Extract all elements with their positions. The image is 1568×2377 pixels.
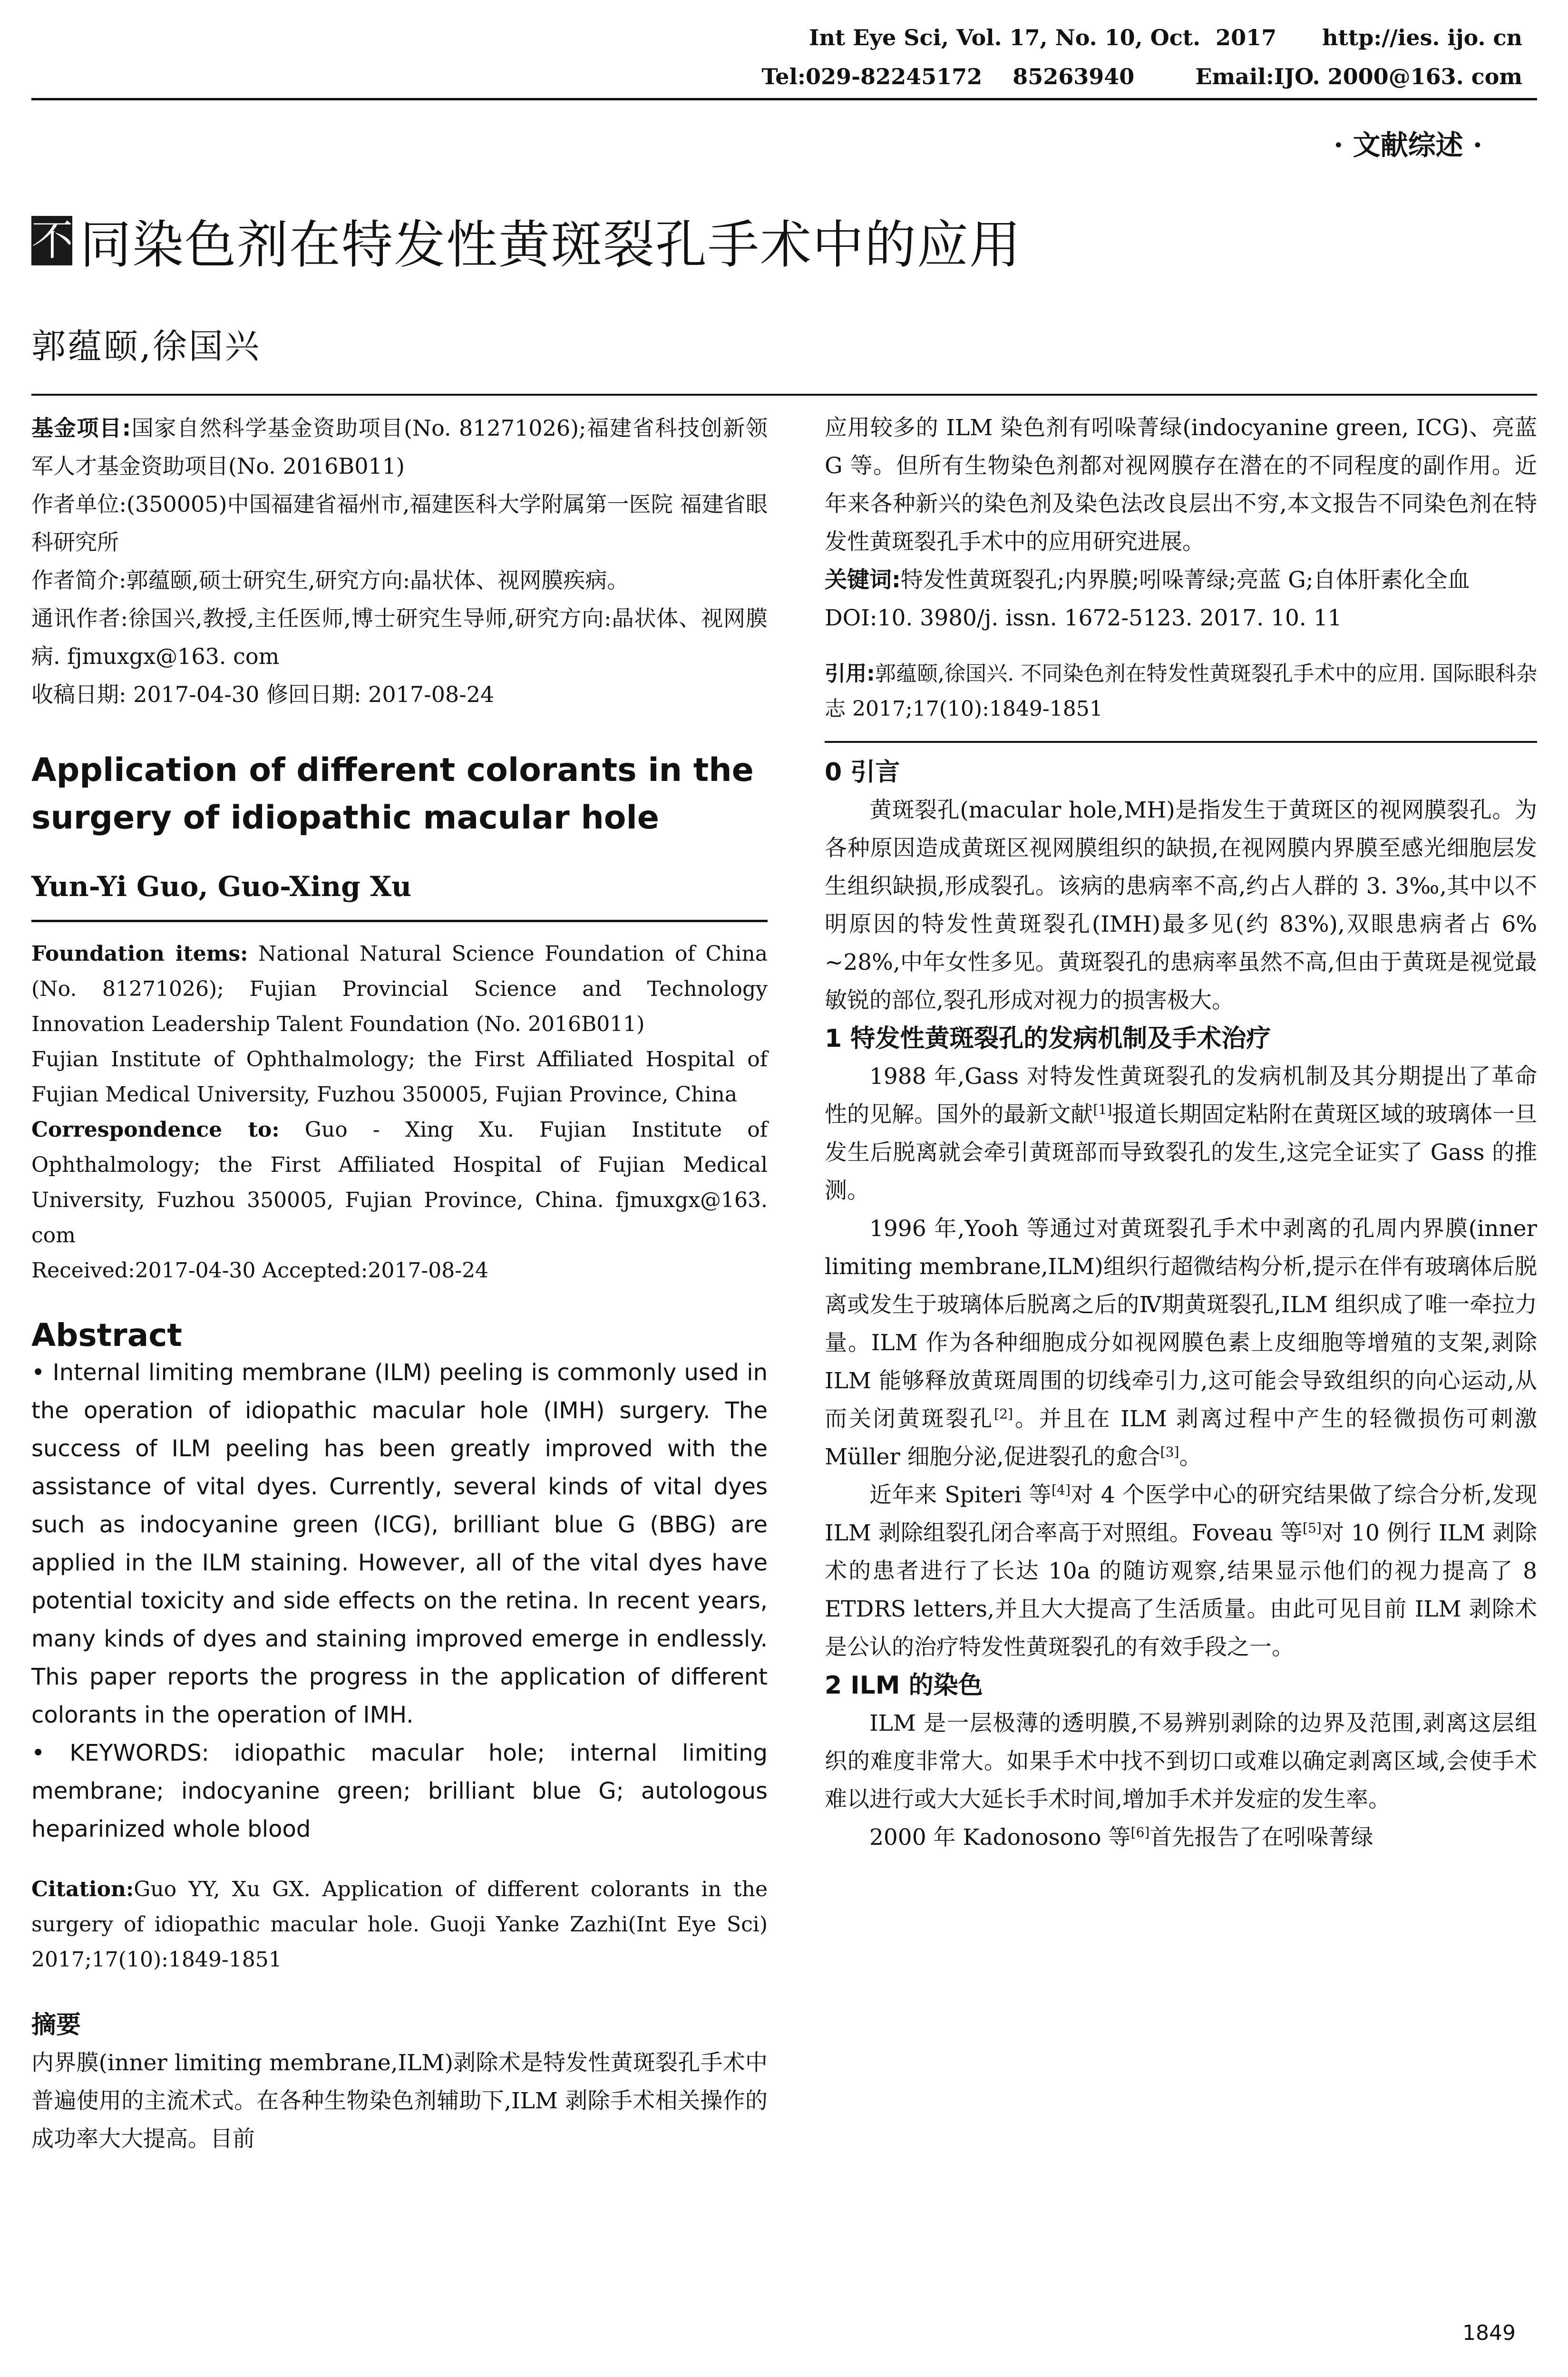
keywords-en: • KEYWORDS: idiopathic macular hole; internal limiting membrane; indocyanine green; brilliant blue G; autologous heparinized whole blood <box>31 1740 768 1842</box>
citation-rule <box>825 741 1537 743</box>
section-2-paragraph-2: 2000 年 Kadonosono 等[6]首先报告了在吲哚菁绿 <box>869 1824 1373 1851</box>
header-rule <box>31 98 1537 100</box>
section-0-heading: 0 引言 <box>825 758 900 787</box>
english-title: Application of different colorants in the surgery of idiopathic macular hole <box>31 751 754 837</box>
foundation-cn: 基金项目:国家自然科学基金资助项目(No. 81271026);福建省科技创新领军人才基金资助项目(No. 2016B011) <box>31 415 768 479</box>
institute-en: Fujian Institute of Ophthalmology; the First Affiliated Hospital of Fujian Medical University, Fuzhou 350005, Fujian Province, China <box>31 1047 768 1107</box>
ref-3[interactable]: [3] <box>1160 1444 1179 1460</box>
citation-cn: 引用:郭蕴颐,徐国兴. 不同染色剂在特发性黄斑裂孔手术中的应用. 国际眼科杂志 2017;17(10):1849-1851 <box>825 662 1537 721</box>
abstract-cn-continued: 应用较多的 ILM 染色剂有吲哚菁绿(indocyanine green, ICG)、亮蓝 G 等。但所有生物染色剂都对视网膜存在潜在的不同程度的副作用。近年来各种新兴的染色剂及染色法改良层出不穷,本文报告不同染色剂在特发性黄斑裂孔手术中的应用研究进展。 <box>825 415 1537 555</box>
title-rule <box>31 394 1537 396</box>
section-2-paragraph-1: ILM 是一层极薄的透明膜,不易辨别剥除的边界及范围,剥离这层组织的难度非常大。如果手术中找不到切口或难以确定剥离区域,会使手术难以进行或大大延长手术时间,增加手术并发症的发生率。 <box>825 1710 1537 1812</box>
ref-1[interactable]: [1] <box>1093 1101 1112 1118</box>
keywords-cn: 关键词:特发性黄斑裂孔;内界膜;吲哚菁绿;亮蓝 G;自体肝素化全血 <box>825 567 1470 593</box>
journal-contact-line2: Tel:029-82245172 85263940 Email:IJO. 2000@163. com <box>761 64 1522 89</box>
foundation-en: Foundation items: National Natural Science Foundation of China (No. 81271026); Fujian Provincial Science and Technology Innovation Leadership Talent Foundation (No. 2016B011) <box>31 942 768 1036</box>
ref-6[interactable]: [6] <box>1130 1824 1150 1841</box>
section-tag: · 文献综述 · <box>1334 129 1482 161</box>
english-authors: Yun-Yi Guo, Guo-Xing Xu <box>31 870 412 903</box>
authors-cn: 郭蕴颐,徐国兴 <box>31 326 261 366</box>
correspondence-cn: 通讯作者:徐国兴,教授,主任医师,博士研究生导师,研究方向:晶状体、视网膜病. fjmuxgx@163. com <box>31 605 768 669</box>
right-column <box>825 409 1537 1857</box>
dates-cn: 收稿日期: 2017-04-30 修回日期: 2017-08-24 <box>31 682 495 707</box>
ref-4[interactable]: [4] <box>1052 1482 1071 1498</box>
section-1-heading: 1 特发性黄斑裂孔的发病机制及手术治疗 <box>825 1024 1271 1053</box>
author-intro-cn: 作者简介:郭蕴颐,硕士研究生,研究方向:晶状体、视网膜疾病。 <box>31 567 629 593</box>
section-2-heading: 2 ILM 的染色 <box>825 1671 983 1700</box>
abstract-body: • Internal limiting membrane (ILM) peeling is commonly used in the operation of idiopathic macular hole (IMH) surgery. The success of ILM peeling has been greatly improved with the assistance of vital dyes. Currently, several kinds of vital dyes such as indocyanine green (ICG), brilliant blue G (BBG) are applied in the ILM staining. However, all of the vital dyes have potential toxicity and side effects on the retina. In recent years, many kinds of dyes and staining improved emerge in endlessly. This paper reports the progress in the application of different colorants in the operation of IMH. <box>31 1359 768 1728</box>
title-text: 同染色剂在特发性黄斑裂孔手术中的应用 <box>80 215 1022 275</box>
left-column <box>31 409 768 2158</box>
zhaiyao-heading: 摘要 <box>31 2011 81 2039</box>
doi: DOI:10. 3980/j. issn. 1672-5123. 2017. 10. 11 <box>825 605 1342 631</box>
section-1-paragraph-3: 近年来 Spiteri 等[4]对 4 个医学中心的研究结果做了综合分析,发现 ILM 剥除组裂孔闭合率高于对照组。Foveau 等[5]对 10 例行 ILM 剥除术的患者进行了长达 10a 的随访观察,结果显示他们的视力提高了 8 ETDRS letters,并且大大提高了生活质量。由此可见目前 ILM 剥除术是公认的治疗特发性黄斑裂孔的有效手段之一。 <box>825 1482 1538 1660</box>
unit-cn: 作者单位:(350005)中国福建省福州市,福建医科大学附属第一医院 福建省眼科研究所 <box>31 491 768 555</box>
journal-info-line1: Int Eye Sci, Vol. 17, No. 10, Oct. 2017 http://ies. ijo. cn <box>808 25 1522 50</box>
abstract-heading: Abstract <box>31 1317 182 1354</box>
received-en: Received:2017-04-30 Accepted:2017-08-24 <box>31 1258 489 1283</box>
section-0-paragraph: 黄斑裂孔(macular hole,MH)是指发生于黄斑区的视网膜裂孔。为各种原因造成黄斑区视网膜组织的缺损,在视网膜内界膜至感光细胞层发生组织缺损,形成裂孔。该病的患病率不高,约占人群的 3. 3‰,其中以不明原因的特发性黄斑裂孔(IMH)最多见(约 83%),双眼患病者占 6% ~28%,中年女性多见。黄斑裂孔的患病率虽然不高,但由于黄斑是视觉最敏锐的部位,裂孔形成对视力的损害极大。 <box>825 797 1537 1013</box>
authors-rule <box>31 920 768 922</box>
section-1-paragraph-2: 1996 年,Yooh 等通过对黄斑裂孔手术中剥离的孔周内界膜(inner limiting membrane,ILM)组织行超微结构分析,提示在伴有玻璃体后脱离或发生于玻璃体后脱离之后的Ⅳ期黄斑裂孔,ILM 组织成了唯一牵拉力量。ILM 作为各种细胞成分如视网膜色素上皮细胞等增殖的支架,剥除 ILM 能够释放黄斑周围的切线牵引力,这可能会导致组织的向心运动,从而关闭黄斑裂孔[2]。并且在 ILM 剥离过程中产生的轻微损伤可刺激 Müller 细胞分泌,促进裂孔的愈合[3]。 <box>825 1216 1538 1470</box>
correspondence-en: Correspondence to: Guo - Xing Xu. Fujian Institute of Ophthalmology; the First Affiliated Hospital of Fujian Medical University, Fuzhou 350005, Fujian Province, China. fjmuxgx@163. com <box>31 1118 768 1247</box>
page-number: 1849 <box>1462 2321 1516 2345</box>
citation-en: Citation:Guo YY, Xu GX. Application of different colorants in the surgery of idiopathic macular hole. Guoji Yanke Zazhi(Int Eye Sci) 2017;17(10):1849-1851 <box>31 1877 768 1972</box>
zhaiyao-body: 内界膜(inner limiting membrane,ILM)剥除术是特发性黄斑裂孔手术中普遍使用的主流术式。在各种生物染色剂辅助下,ILM 剥除手术相关操作的成功率大大提高。目前 <box>31 2050 768 2152</box>
section-1-paragraph-1: 1988 年,Gass 对特发性黄斑裂孔的发病机制及其分期提出了革命性的见解。国外的最新文献[1]报道长期固定粘附在黄斑区域的玻璃体一旦发生后脱离就会牵引黄斑部而导致裂孔的发生,这完全证实了 Gass 的推测。 <box>825 1063 1538 1204</box>
ref-2[interactable]: [2] <box>994 1406 1013 1422</box>
title-first-char: 不 <box>31 215 74 265</box>
article-title <box>31 204 1022 277</box>
ref-5[interactable]: [5] <box>1302 1520 1322 1536</box>
